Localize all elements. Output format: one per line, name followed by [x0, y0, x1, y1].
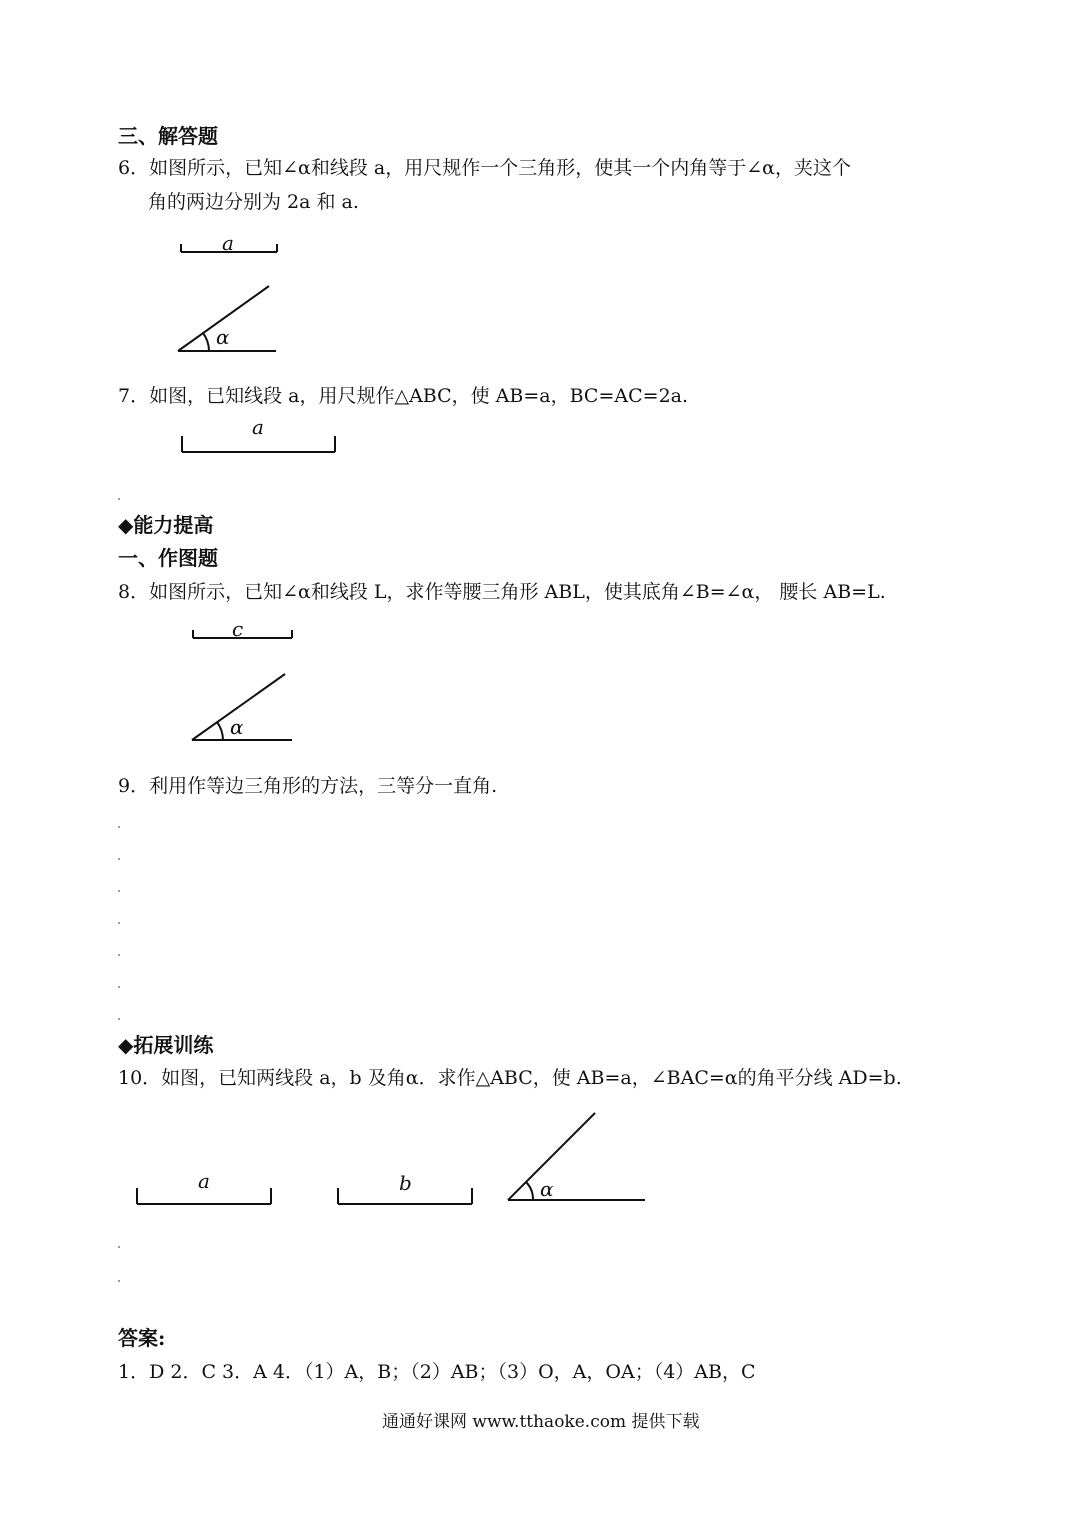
question-8-segment-figure — [188, 617, 298, 644]
margin-dot — [118, 858, 120, 860]
question-6-line-2: 角的两边分别为 2a 和 a. — [148, 191, 359, 213]
margin-dot — [118, 826, 120, 828]
question-10-segment-b-label: b — [399, 1171, 412, 1195]
question-6-angle-figure — [172, 280, 282, 355]
section-heading-extension: ◆拓展训练 — [118, 1033, 214, 1057]
margin-dot — [118, 1018, 120, 1020]
question-6-segment-figure — [175, 232, 285, 262]
question-10: 10．如图，已知两线段 a，b 及角α．求作△ABC，使 AB=a，∠BAC=α的角平分线 AD=b. — [118, 1067, 902, 1089]
margin-dot — [118, 1280, 120, 1282]
question-8-angle-label: α — [230, 715, 244, 739]
page-footer: 通通好课网 www.tthaoke.com 提供下载 — [382, 1412, 700, 1432]
question-10-segment-a-figure — [132, 1168, 278, 1210]
answers-line-1: 1．D 2．C 3．A 4．（1）A，B；（2）AB；（3）O，A，OA；（4）AB，C — [118, 1361, 756, 1383]
question-6-angle-label: α — [216, 325, 230, 349]
section-heading-construction: 一、作图题 — [118, 546, 218, 570]
question-7-segment-label: a — [252, 415, 264, 439]
margin-dot — [118, 986, 120, 988]
margin-dot — [118, 498, 120, 500]
question-9: 9．利用作等边三角形的方法，三等分一直角. — [118, 775, 498, 797]
margin-dot — [118, 922, 120, 924]
question-10-segment-a-label: a — [198, 1169, 210, 1193]
question-10-angle-label: α — [540, 1177, 554, 1201]
question-8-segment-label: c — [232, 617, 244, 641]
question-6-segment-label: a — [222, 231, 234, 255]
answers-heading: 答案: — [118, 1326, 166, 1350]
margin-dot — [118, 890, 120, 892]
question-7-segment-figure — [176, 415, 342, 458]
question-10-angle-figure — [503, 1108, 649, 1206]
margin-dot — [118, 1246, 120, 1248]
question-8: 8．如图所示，已知∠α和线段 L，求作等腰三角形 ABL，使其底角∠B=∠α， 腰长 AB=L. — [118, 581, 886, 603]
section-heading-answer-questions: 三、解答题 — [118, 124, 218, 148]
question-6-line-1: 6．如图所示，已知∠α和线段 a，用尺规作一个三角形，使其一个内角等于∠α，夹这个 — [118, 157, 851, 179]
question-7: 7．如图，已知线段 a，用尺规作△ABC，使 AB=a，BC=AC=2a. — [118, 385, 689, 407]
question-8-angle-figure — [187, 668, 297, 744]
question-10-segment-b-figure — [333, 1168, 479, 1210]
margin-dot — [118, 954, 120, 956]
section-heading-ability: ◆能力提高 — [118, 513, 214, 537]
